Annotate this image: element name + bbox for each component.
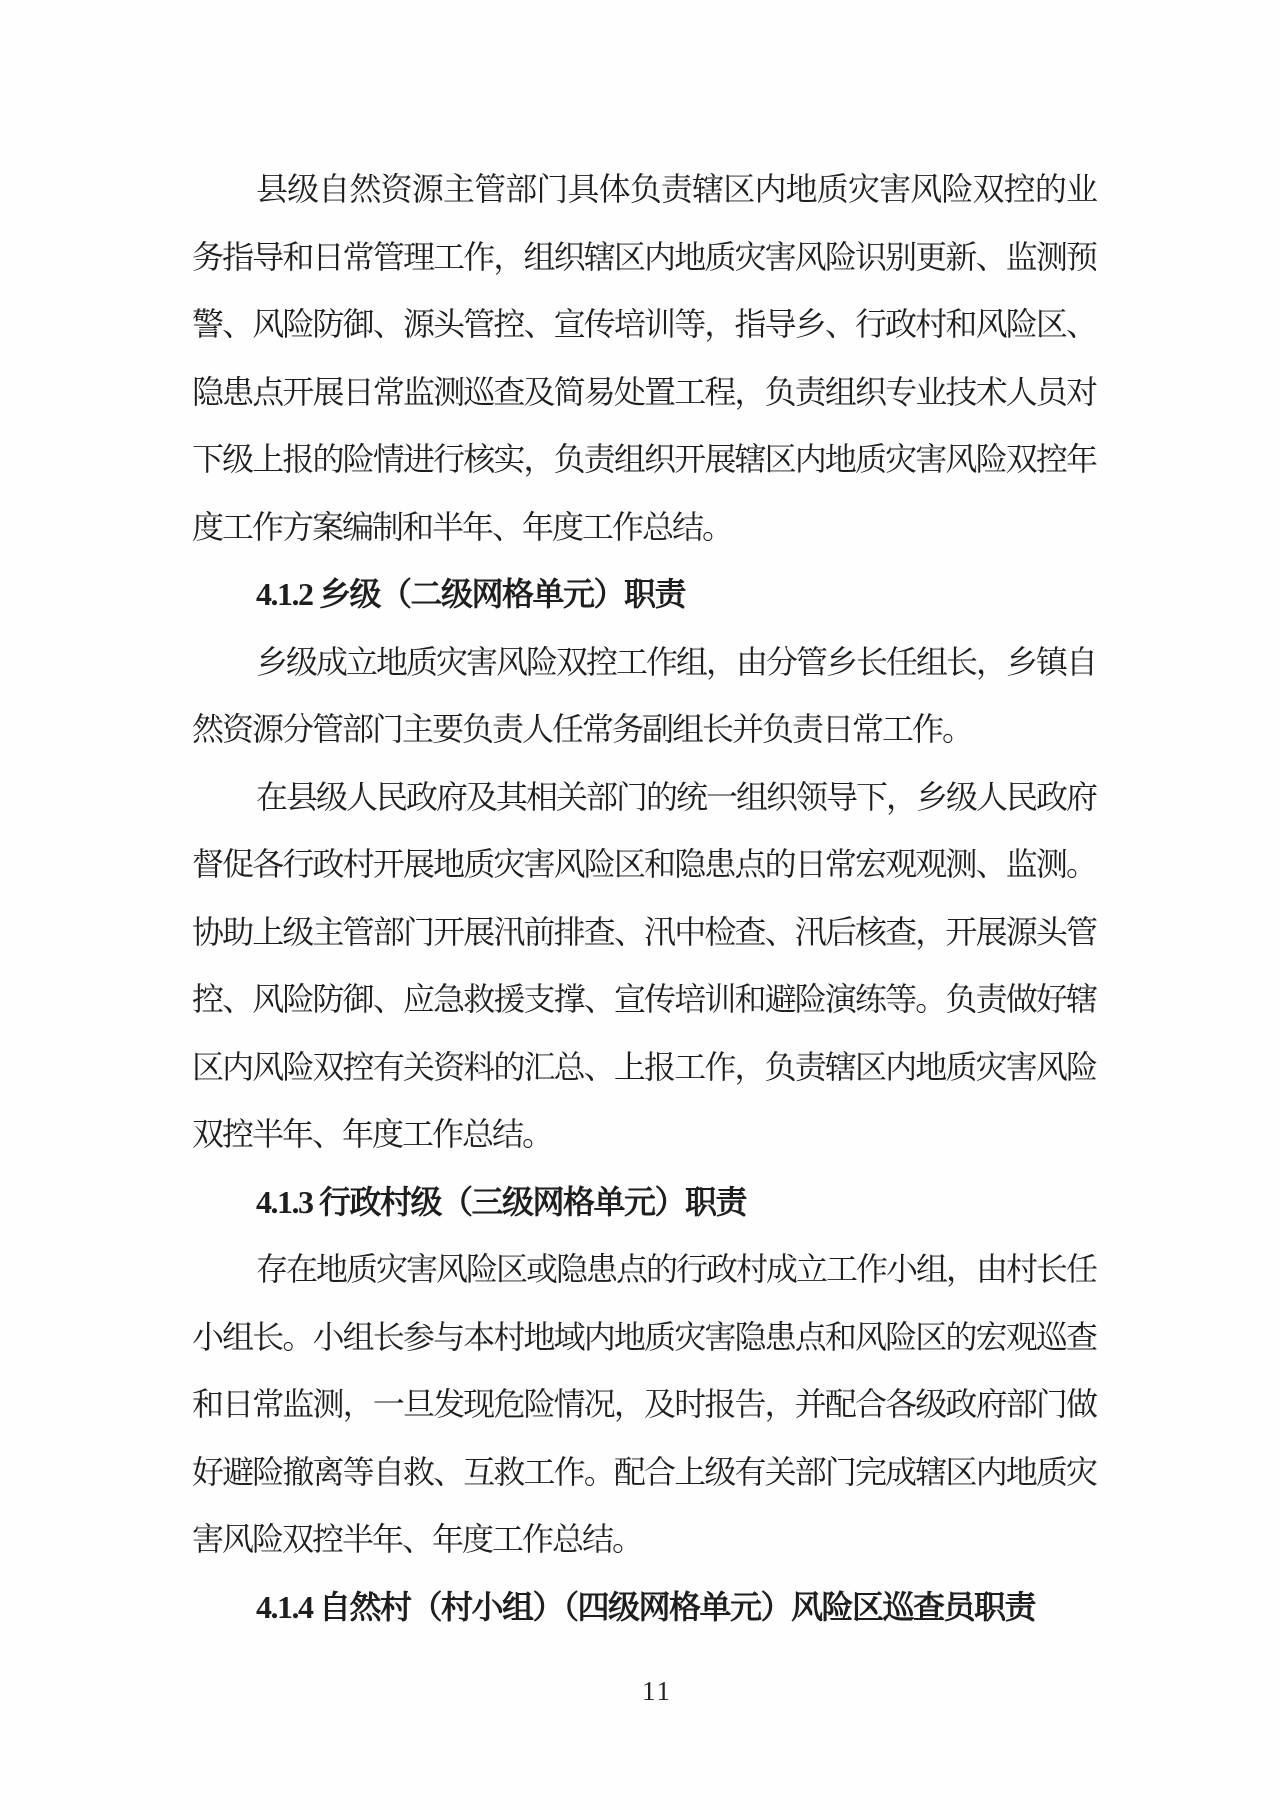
paragraph-line: 警、风险防御、源头管控、宣传培训等，指导乡、行政村和风险区、 bbox=[192, 306, 1096, 342]
paragraph bbox=[192, 764, 1096, 1169]
paragraph-line: 度工作方案编制和半年、年度工作总结。 bbox=[192, 508, 733, 545]
paragraph-line: 下级上报的险情进行核实，负责组织开展辖区内地质灾害风险双控年 bbox=[192, 441, 1096, 477]
paragraph-line: 小组长。小组长参与本村地域内地质灾害隐患点和风险区的宏观巡查 bbox=[192, 1318, 1096, 1355]
paragraph-line: 害风险双控半年、年度工作总结。 bbox=[192, 1521, 643, 1557]
paragraph bbox=[192, 629, 1096, 764]
paragraph-line: 双控半年、年度工作总结。 bbox=[192, 1116, 553, 1152]
paragraph-line: 县级自然资源主管部门具体负责辖区内地质灾害风险双控的业 bbox=[256, 171, 1096, 207]
paragraph-line: 督促各行政村开展地质灾害风险区和隐患点的日常宏观观测、监测。 bbox=[192, 846, 1096, 882]
paragraph-line: 存在地质灾害风险区或隐患点的行政村成立工作小组，由村长任 bbox=[256, 1251, 1097, 1287]
paragraph-line: 和日常监测，一旦发现危险情况，及时报告，并配合各级政府部门做 bbox=[192, 1386, 1096, 1422]
paragraph-line: 控、风险防御、应急救援支撑、宣传培训和避险演练等。负责做好辖 bbox=[192, 981, 1096, 1017]
section-heading: 4.1.2 乡级（二级网格单元）职责 bbox=[256, 576, 686, 612]
paragraph bbox=[192, 156, 1096, 561]
paragraph bbox=[192, 1236, 1096, 1574]
paragraph-line: 隐患点开展日常监测巡查及简易处置工程，负责组织专业技术人员对 bbox=[192, 373, 1096, 410]
paragraph-line: 好避险撤离等自救、互救工作。配合上级有关部门完成辖区内地质灾 bbox=[192, 1453, 1096, 1490]
paragraph-line: 务指导和日常管理工作，组织辖区内地质灾害风险识别更新、监测预 bbox=[192, 238, 1096, 275]
paragraph-line: 乡级成立地质灾害风险双控工作组，由分管乡长任组长，乡镇自 bbox=[256, 643, 1097, 680]
paragraph-line: 在县级人民政府及其相关部门的统一组织领导下，乡级人民政府 bbox=[256, 778, 1097, 815]
paragraph-line: 协助上级主管部门开展汛前排查、汛中检查、汛后核查，开展源头管 bbox=[192, 913, 1096, 950]
paragraph-line: 区内风险双控有关资料的汇总、上报工作，负责辖区内地质灾害风险 bbox=[192, 1048, 1096, 1085]
page-number: 11 bbox=[642, 1676, 672, 1706]
section-heading: 4.1.3 行政村级（三级网格单元）职责 bbox=[256, 1183, 747, 1220]
document-body bbox=[192, 156, 1096, 1641]
paragraph-line: 然资源分管部门主要负责人任常务副组长并负责日常工作。 bbox=[192, 711, 973, 747]
section-heading: 4.1.4 自然村（村小组）（四级网格单元）风险区巡查员职责 bbox=[256, 1588, 1036, 1625]
